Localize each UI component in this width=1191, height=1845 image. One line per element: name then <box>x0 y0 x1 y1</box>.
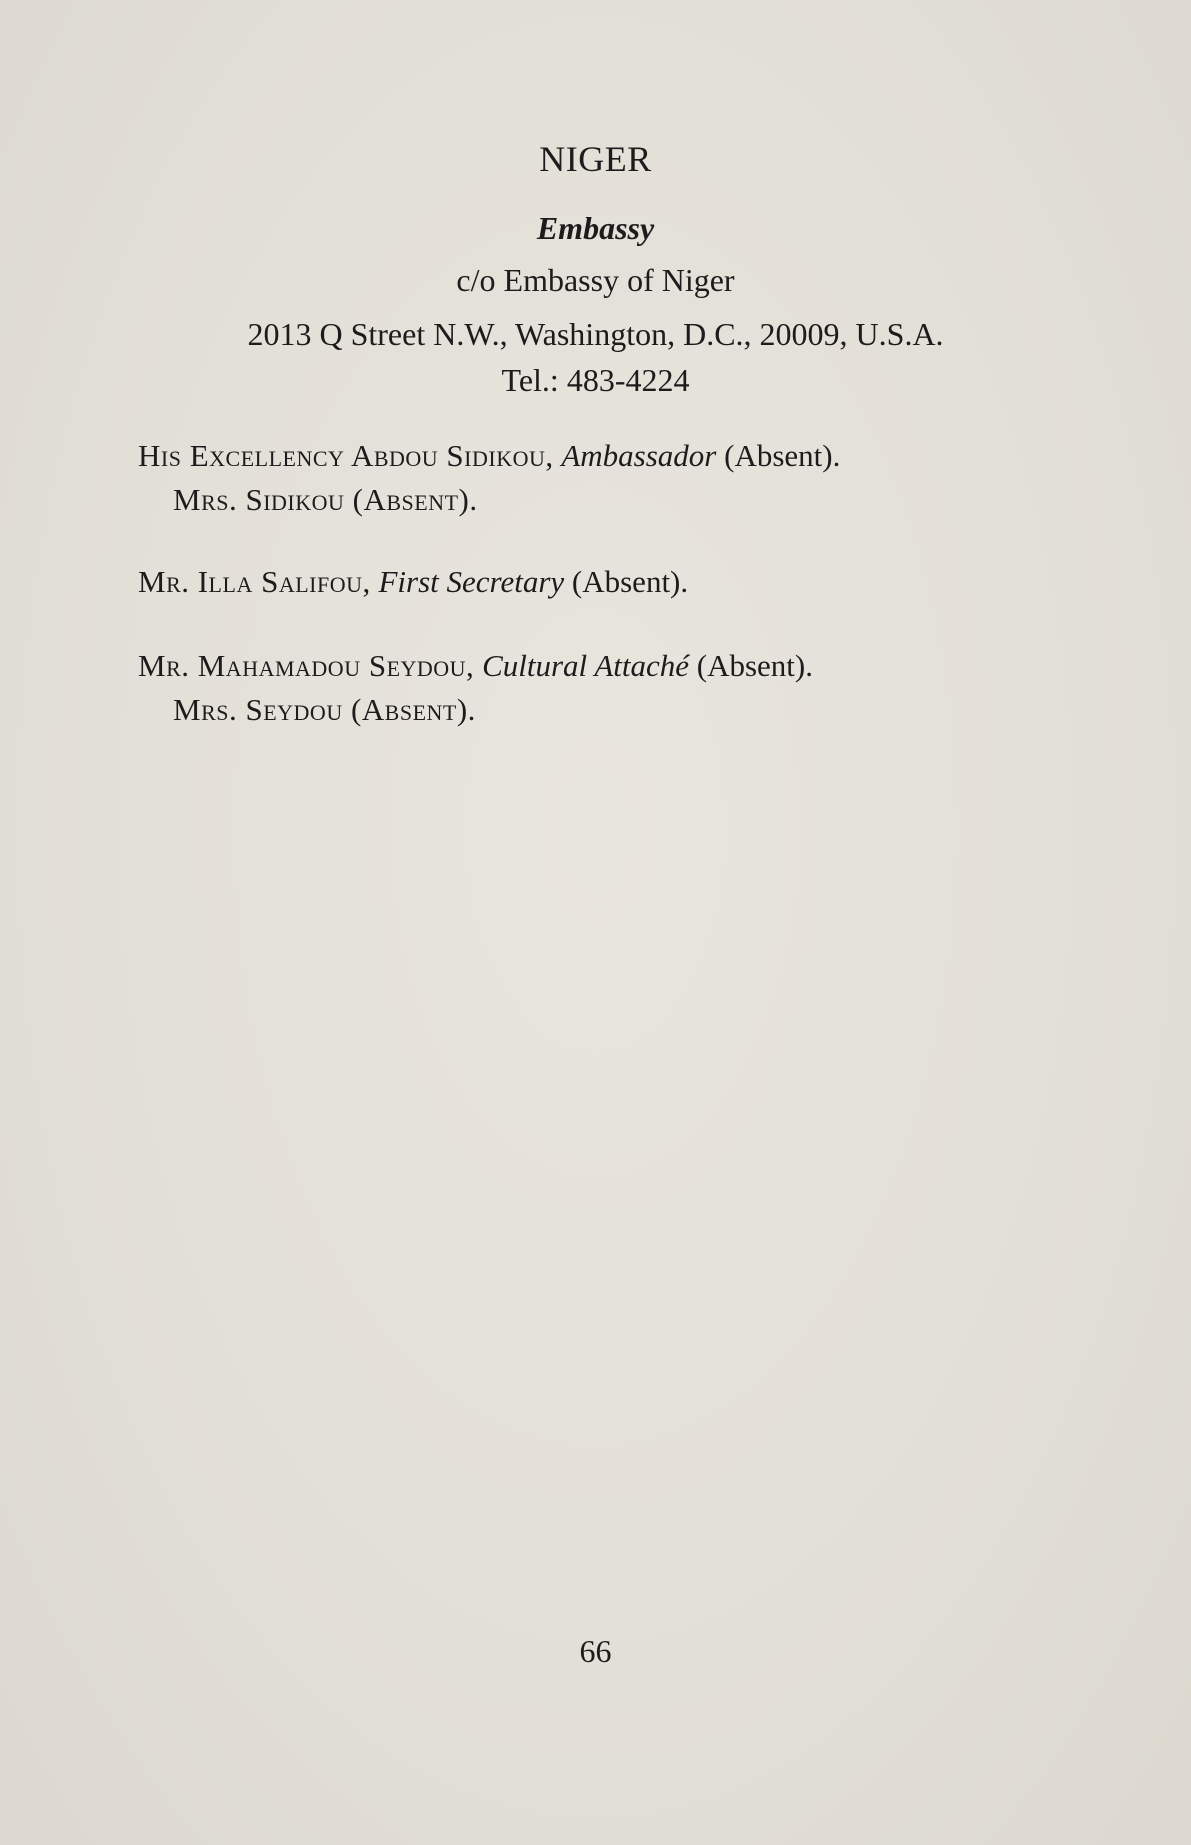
entry-status: (Absent). <box>571 564 689 599</box>
entry-title: Ambassador <box>561 438 717 473</box>
entry-name: His Excellency Abdou Sidikou, <box>138 438 554 473</box>
page-number: 66 <box>579 1633 612 1669</box>
entry-first-secretary <box>138 564 688 600</box>
entry-ambassador <box>138 438 840 474</box>
entry-title: First Secretary <box>378 564 565 599</box>
mission-type: Embassy <box>536 210 655 246</box>
entry-status: (Absent). <box>724 438 841 473</box>
entry-name: Mr. Mahamadou Seydou, <box>138 648 475 683</box>
country-heading: NIGER <box>539 139 652 179</box>
entry-spouse: Mrs. Seydou (Absent). <box>173 692 476 727</box>
entry-cultural-attache <box>138 648 813 684</box>
telephone: Tel.: 483-4224 <box>501 362 690 398</box>
address-line-1: c/o Embassy of Niger <box>456 262 735 298</box>
address-line-2: 2013 Q Street N.W., Washington, D.C., 20009, U.S.A. <box>247 316 944 352</box>
entry-name: Mr. Illa Salifou, <box>138 564 371 599</box>
entry-spouse: Mrs. Sidikou (Absent). <box>173 482 478 517</box>
entry-title: Cultural Attaché <box>482 648 690 683</box>
entry-status: (Absent). <box>696 648 813 683</box>
